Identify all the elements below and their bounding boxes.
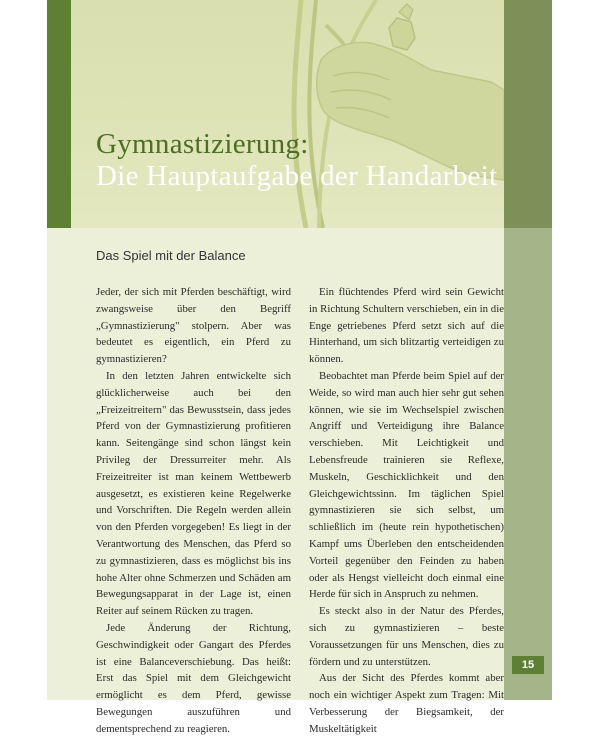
article-title-line2: Die Hauptaufgabe der Handarbeit — [96, 160, 498, 192]
paragraph: Beobachtet man Pferde beim Spiel auf der Weide, so wird man auch hier sehr gut sehen können, wie sie im Wechselspiel zwischen Angriff und Verteidigung ihre Balance verschieben. Mit Leichtigkeit und Lebensfreude trainieren sie Reflexe, Muskeln, Geschicklichkeit und den Gleichgewichtssinn. Im täglichen Spiel gymnastizieren sie sich selbst, um schließlich im (heute rein hypothetischen) Kampf ums Überleben den entscheidenden Vorteil gegenüber den Feinden zu haben oder als Hengst vielleicht doch einmal eine Herde für sich in Anspruch zu nehmen. — [309, 369, 504, 601]
paragraph: Aus der Sicht des Pferdes kommt aber noch ein wichtiger Aspekt zum Tragen: Mit Verbesserung der Biegsamkeit, der Muskeltätigkeit — [309, 672, 504, 735]
article-title-line1: Gymnastizierung: — [96, 128, 309, 160]
paragraph: Es steckt also in der Natur des Pferdes, sich zu gymnastizieren – beste Voraussetzungen für uns Menschen, dies zu fördern und zu unterstützen. — [309, 605, 504, 668]
text-column-left — [96, 284, 291, 738]
left-accent-stripe — [47, 0, 71, 228]
text-column-right — [309, 284, 504, 738]
page-number: 15 — [512, 656, 544, 674]
right-margin-band-top — [504, 0, 552, 228]
paragraph: Jeder, der sich mit Pferden beschäftigt, wird zwangsweise über den Begriff „Gymnastizierung" stolpern. Aber was bedeutet es eigentlich, ein Pferd zu gymnastizieren? — [96, 286, 291, 366]
hand-holding-rope-illustration — [71, 0, 504, 228]
paragraph: Ein flüchtendes Pferd wird sein Gewicht in Richtung Schultern verschieben, ein in die Enge getriebenes Pferd setzt sich auf die Hinterhand, um sich blitzartig verteidigen zu können. — [309, 286, 504, 366]
paragraph: Jede Änderung der Richtung, Geschwindigkeit oder Gangart des Pferdes ist eine Balanceverschiebung. Das heißt: Erst das Spiel mit dem Gleichgewicht ermöglicht es dem Pferd, gewisse Bewegungen auszuführen und dementsprechend zu reagieren. — [96, 621, 291, 735]
hero-illustration — [71, 0, 504, 228]
paragraph: In den letzten Jahren entwickelte sich glücklicherweise auch bei den „Freizeitreitern" das Bewusstsein, dass jedes Pferd von der Gymnastizierung profitieren kann. Seitengänge sind schon längst kein Privileg der Dressurreiter mehr. Als Freizeitreiter ist man keinem Wettbewerb ausgesetzt, es existieren keine Regelwerke und Vorschriften. Die Regeln werden allein von den Pferden vorgegeben! Es liegt in der Verantwortung des Menschen, das Pferd so zu gymnastizieren, dass es möglichst bis ins hohe Alter ohne Schmerzen und Schäden am Bewegungsapparat in der Lage ist, einen Reiter auf seinem Rücken zu tragen. — [96, 369, 291, 618]
section-subheading: Das Spiel mit der Balance — [96, 248, 246, 263]
